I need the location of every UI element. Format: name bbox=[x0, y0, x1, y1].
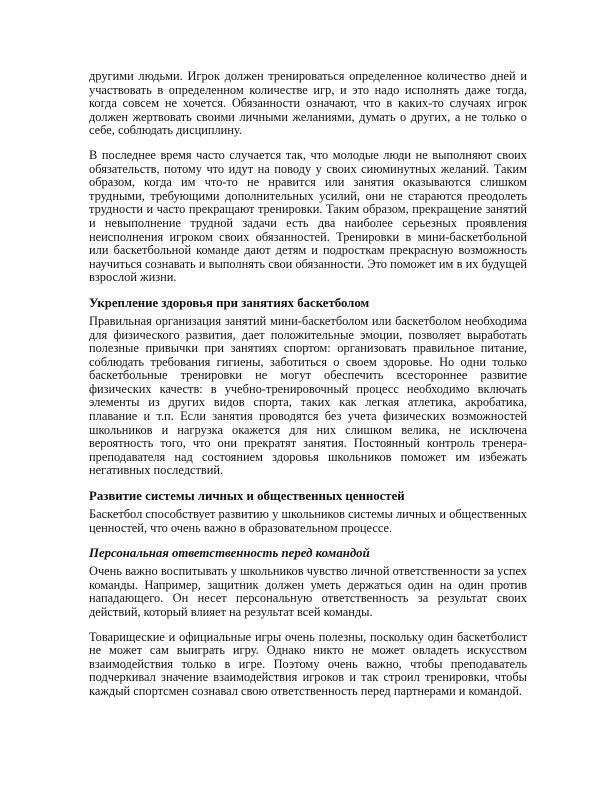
paragraph-values: Баскетбол способствует развитию у школьников системы личных и общественных ценностей, что очень важно в образовательном процессе. bbox=[89, 507, 527, 535]
heading-values: Развитие системы личных и общественных ценностей bbox=[89, 489, 405, 504]
paragraph-responsibility: Очень важно воспитывать у школьников чувство личной ответственности за успех команды. Например, защитник должен уметь держаться один на один против нападающего. Он несет персональную ответственность за результат своих действий, который влияет на результат всей команды. bbox=[89, 564, 527, 619]
paragraph-games: Товарищеские и официальные игры очень полезны, поскольку один баскетболист не может сам выиграть игру. Однако никто не может овладеть искусством взаимодействия только в игре. Поэтому очень важно, чтобы преподаватель подчеркивал значение взаимодействия игроков и так строил тренировки, чтобы каждый спортсмен сознавал свою ответственность перед партнерами и командой. bbox=[89, 629, 527, 698]
paragraph-obligations: В последнее время часто случается так, что молодые люди не выполняют своих обязательств, потому что идут на поводу у своих сиюминутных желаний. Таким образом, когда им что-то не нравится или занятия оказываются слишком трудными, требующими дополнительных усилий, они не стараются преодолеть трудности и часто прекращают тренировки. Таким образом, прекращение занятий и невыполнение трудной задачи есть два наиболее серьезных проявления неисполнения игроком своих обязанностей. Тренировки в мини-баскетбольной или баскетбольной команде дают детям и подросткам прекрасную возможность научиться сознавать и выполнять свои обязанности. Это поможет им в их будущей взрослой жизни. bbox=[89, 147, 527, 285]
heading-responsibility: Персональная ответственность перед командой bbox=[89, 546, 370, 561]
paragraph-health: Правильная организация занятий мини-баскетболом или баскетболом необходима для физического развития, дает положительные эмоции, позволяет выработать полезные привычки при занятиях спортом: организовать правильное питание, соблюдать требования гигиены, заботиться о своем здоровье. Но одни только баскетбольные тренировки не могут обеспечить всестороннее развитие физических качеств: в учебно-тренировочный процесс необходимо включать элементы из других видов спорта, таких как легкая атлетика, акробатика, плавание и т.п. Если занятия проводятся без учета физических возможностей школьников и нагрузка окажется для них слишком велика, не исключена вероятность того, что они прекратят занятия. Постоянный контроль тренера-преподавателя над состоянием здоровья школьников поможет им избежать негативных последствий. bbox=[89, 313, 527, 478]
document-page bbox=[89, 70, 527, 710]
heading-health: Укрепление здоровья при занятиях баскетболом bbox=[89, 295, 370, 310]
paragraph-duties: другими людьми. Игрок должен тренироваться определенное количество дней и участвовать в определенном количестве игр, и это надо исполнять даже тогда, когда совсем не хочется. Обязанности означают, что в каких-то случаях игрок должен жертвовать своими личными желаниями, думать о других, а не только о себе, соблюдать дисциплину. bbox=[89, 69, 527, 138]
